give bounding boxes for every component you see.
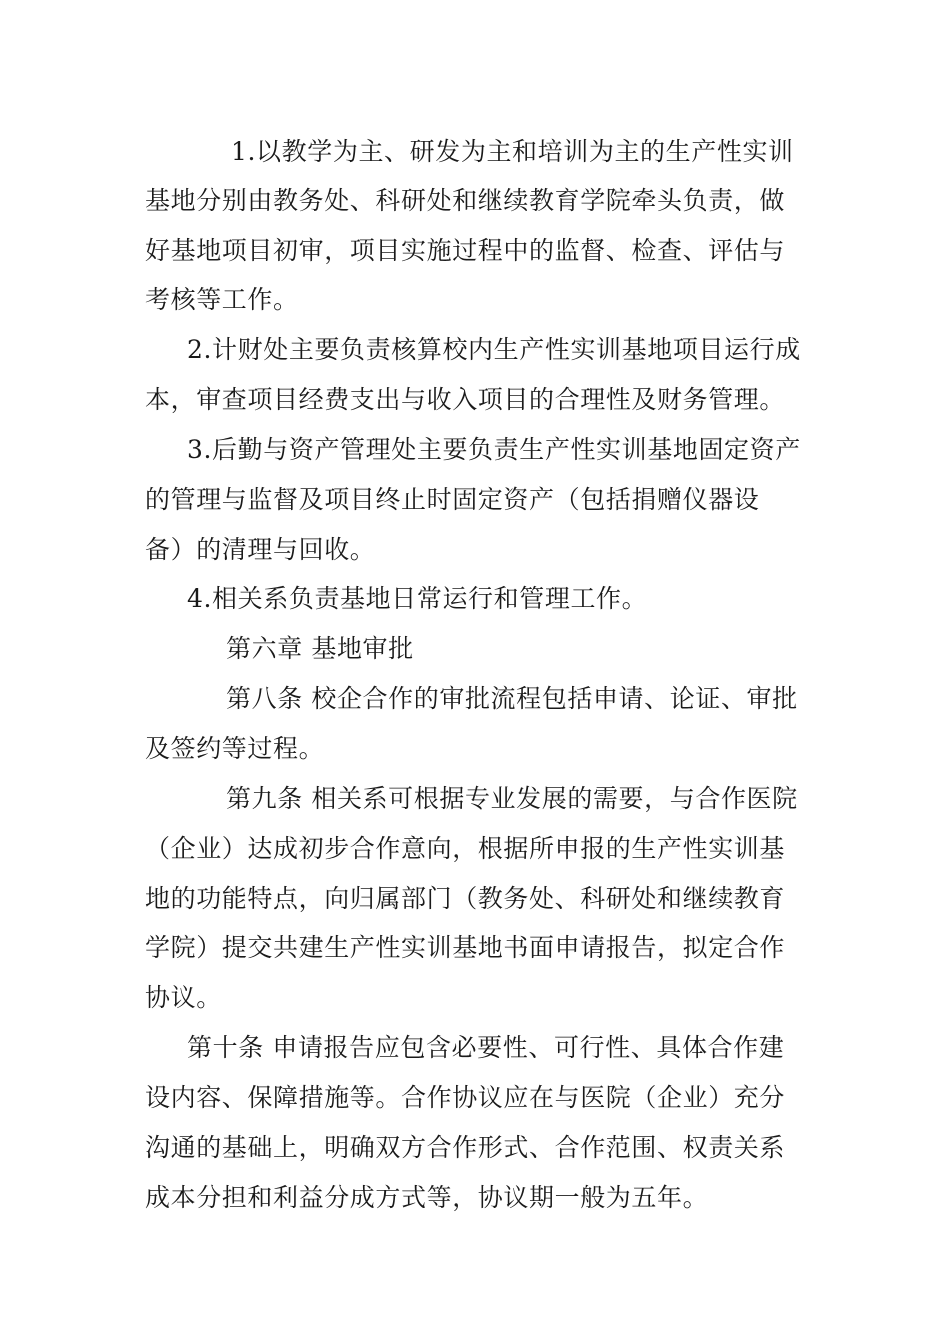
chapter-heading: 第六章 基地审批 [226,634,414,663]
article-9-line-5: 协议。 [145,983,222,1012]
article-10-line-1: 第十条 申请报告应包含必要性、可行性、具体合作建 [187,1033,785,1062]
item-4-line-1: 4.相关系负责基地日常运行和管理工作。 [187,584,648,613]
item-1-line-4: 考核等工作。 [145,285,299,314]
article-9-line-3: 地的功能特点，向归属部门（教务处、科研处和继续教育 [145,884,786,913]
article-10-line-3: 沟通的基础上，明确双方合作形式、合作范围、权责关系 [145,1133,786,1162]
article-8-line-1: 第八条 校企合作的审批流程包括申请、论证、审批 [226,684,798,713]
item-1-line-2: 基地分别由教务处、科研处和继续教育学院牵头负责，做 [145,186,786,215]
item-3-line-1: 3.后勤与资产管理处主要负责生产性实训基地固定资产 [187,435,801,464]
item-3-line-2: 的管理与监督及项目终止时固定资产（包括捐赠仪器设 [145,485,760,514]
article-9-line-4: 学院）提交共建生产性实训基地书面申请报告，拟定合作 [145,933,786,962]
item-1-line-1: 1.以教学为主、研发为主和培训为主的生产性实训 [231,137,794,166]
item-3-line-3: 备）的清理与回收。 [145,535,376,564]
item-2-line-2: 本，审查项目经费支出与收入项目的合理性及财务管理。 [145,385,786,414]
item-1-line-3: 好基地项目初审，项目实施过程中的监督、检查、评估与 [145,236,786,265]
article-8-line-2: 及签约等过程。 [145,734,325,763]
article-10-line-2: 设内容、保障措施等。合作协议应在与医院（企业）充分 [145,1083,786,1112]
item-2-line-1: 2.计财处主要负责核算校内生产性实训基地项目运行成 [187,335,801,364]
article-9-line-1: 第九条 相关系可根据专业发展的需要，与合作医院 [226,784,798,813]
article-10-line-4: 成本分担和利益分成方式等，协议期一般为五年。 [145,1183,709,1212]
article-9-line-2: （企业）达成初步合作意向，根据所申报的生产性实训基 [145,834,786,863]
